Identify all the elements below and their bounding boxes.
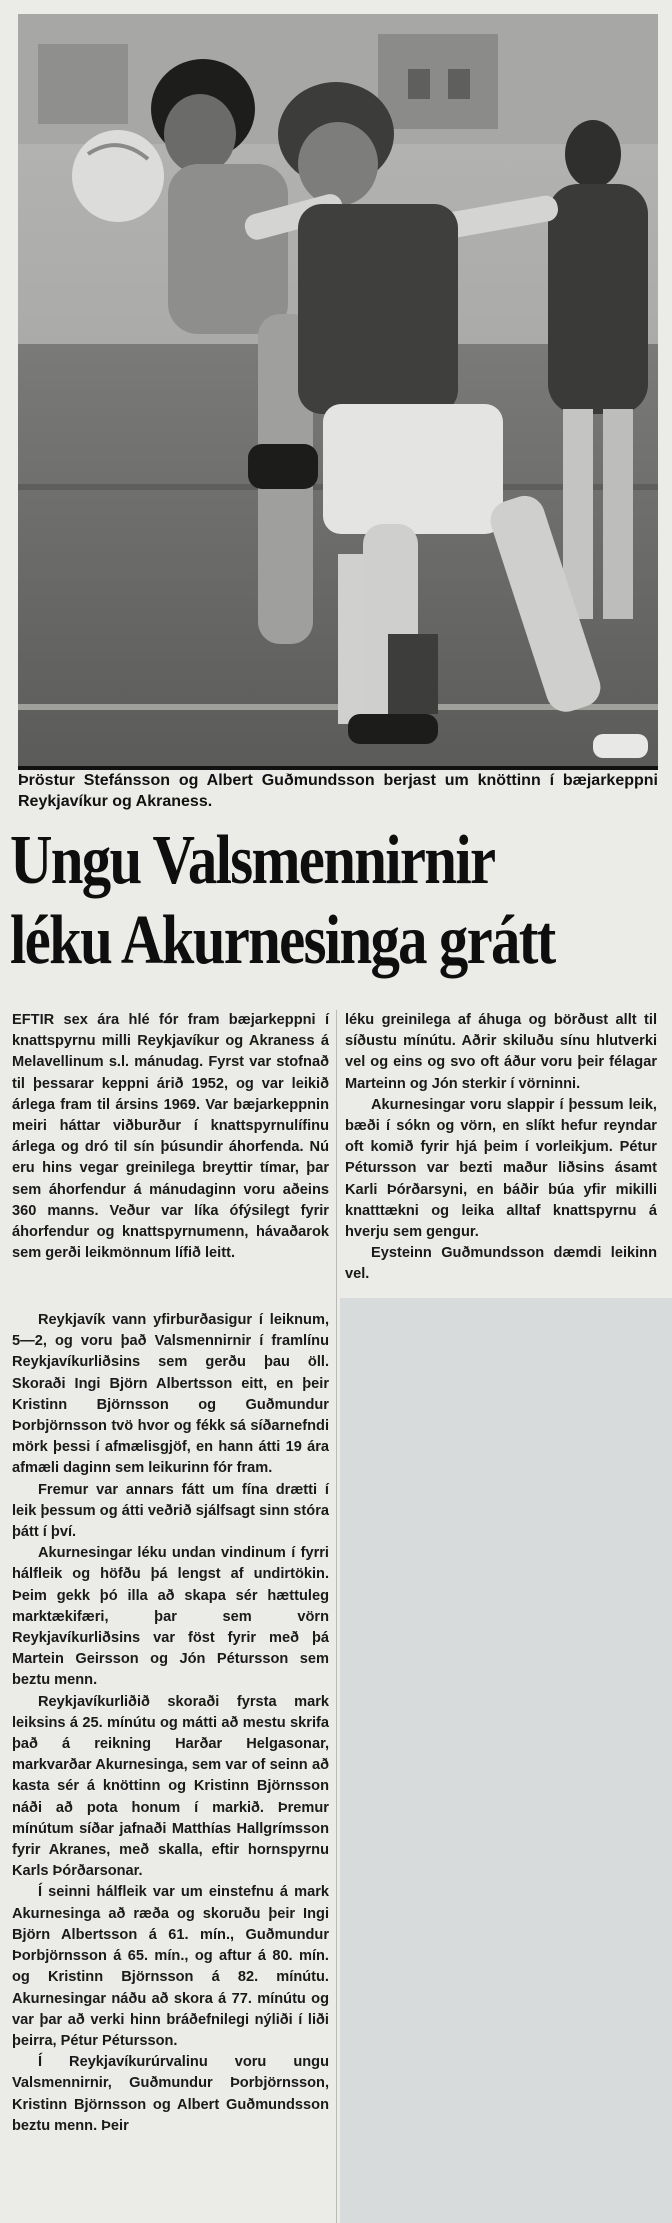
article-paragraph: Akurnesingar léku undan vindinum í fyrri hálfleik og höfðu þá lengst af undirtökin. Þeim gekk þó illa að skapa sér hættuleg marktækifæri, þar sem vörn Reykjavíkurliðsins var föst fyrir með þá Martein Geirsson og Jón Pétursson sem beztu menn.: [12, 1545, 329, 1689]
article-paragraph: Í seinni hálfleik var um einstefnu á mark Akurnesinga að ræða og skoruðu þeir Ingi Björn Albertsson á 61. mín., Guðmundur Þorbjörnsson á 65. mín., og aftur á 80. mín. og Kristinn Björnsson á 82. mínútu. Akurnesingar náðu að skora á 77. mínútu og var þar að verki hinn bráðefnilegi nýliði í liði þeirra, Pétur Pétursson.: [12, 1884, 329, 2049]
article-paragraph: EFTIR sex ára hlé fór fram bæjarkeppni í knattspyrnu milli Reykjavíkur og Akraness á Melavellinum s.l. mánudag. Fyrst var stofnað til þessarar keppni árið 1952, og var leikið árlega fram til ársins 1969. Var bæjarkeppnin meiri háttar viðburður í knattspyrnulífinu árlega og dró til sín þúsundir áhorfenda. Nú eru hins vegar greinilega breyttir tímar, þar sem áhorfendur á mánudaginn voru aðeins 360 manns. Veður var líka ófýsilegt fyrir áhorfendur og knattspyrnumenn, hávaðarok sem gerði leikmönnum lífið leitt.: [12, 1012, 329, 1262]
column-divider: [336, 1010, 337, 2223]
article-column-3: [12, 1310, 329, 2137]
article-paragraph: Akurnesingar voru slappir í þessum leik, bæði í sókn og vörn, en slíkt hefur reyndar oft komið fyrir hjá þeim í vorleikjum. Pétur Pétursson var bezti maður liðsins ásamt Karli Þórðarsyni, en báðir búa yfir mikilli knatttækni og leika alltaf knattspyrnu á hverju sem gengur.: [345, 1096, 657, 1241]
headline-line-1: Ungu Valsmennirnir: [10, 822, 495, 899]
article-paragraph: Í Reykjavíkurúrvalinu voru ungu Valsmennirnir, Guðmundur Þorbjörnsson, Kristinn Björnsson og Albert Guðmundsson beztu menn. Þeir: [12, 2054, 329, 2134]
article-column-1: [12, 1010, 329, 1264]
article-paragraph: Eysteinn Guðmundsson dæmdi leikinn vel.: [345, 1245, 657, 1283]
article-paragraph: Fremur var annars fátt um fína drætti í leik þessum og átti veðrið sjálfsagt sinn stóra þátt í því.: [12, 1481, 329, 1541]
match-photo: [18, 14, 658, 770]
headline-line-2: léku Akurnesinga grátt: [10, 902, 555, 979]
blank-area: [340, 1298, 672, 2223]
football-match-photo-icon: [18, 14, 658, 766]
article-paragraph: Reykjavíkurliðið skoraði fyrsta mark leiksins á 25. mínútu og mátti að mestu skrifa það á reikning Harðar Helgasonar, markvarðar Akurnesinga, sem var of seinn að kasta sér á knöttinn og Kristinn Björnsson náði að pota honum í markið. Þremur mínútum síðar jafnaði Matthías Hallgrímsson fyrir Akranes, með skalla, eftir hornspyrnu Karls Þórðarsonar.: [12, 1693, 329, 1880]
headline: [10, 822, 560, 982]
article-paragraph: Reykjavík vann yfirburðasigur í leiknum, 5—2, og voru það Valsmennirnir í framlínu Reykjavíkurliðsins sem gerðu þau öll. Skoraði Ingi Björn Albertsson eitt, en þeir Kristinn Björnsson og Guðmundur Þorbjörnsson tvö hvor og fékk sá síðarnefndi mörk þessi í afmælisgjöf, en hann átti 19 ára afmæli daginn sem leikurinn fór fram.: [12, 1312, 329, 1477]
article-column-2: [345, 1010, 657, 1286]
photo-caption: Þröstur Stefánsson og Albert Guðmundsson berjast um knöttinn í bæjarkeppni Reykjavíkur og Akraness.: [18, 772, 658, 810]
article-paragraph: léku greinilega af áhuga og börðust allt til síðustu mínútu. Aðrir skiluðu sínu hlutverki vel og eins og svo oft áður voru þeir félagar Marteinn og Jón sterkir í vörninni.: [345, 1012, 657, 1092]
